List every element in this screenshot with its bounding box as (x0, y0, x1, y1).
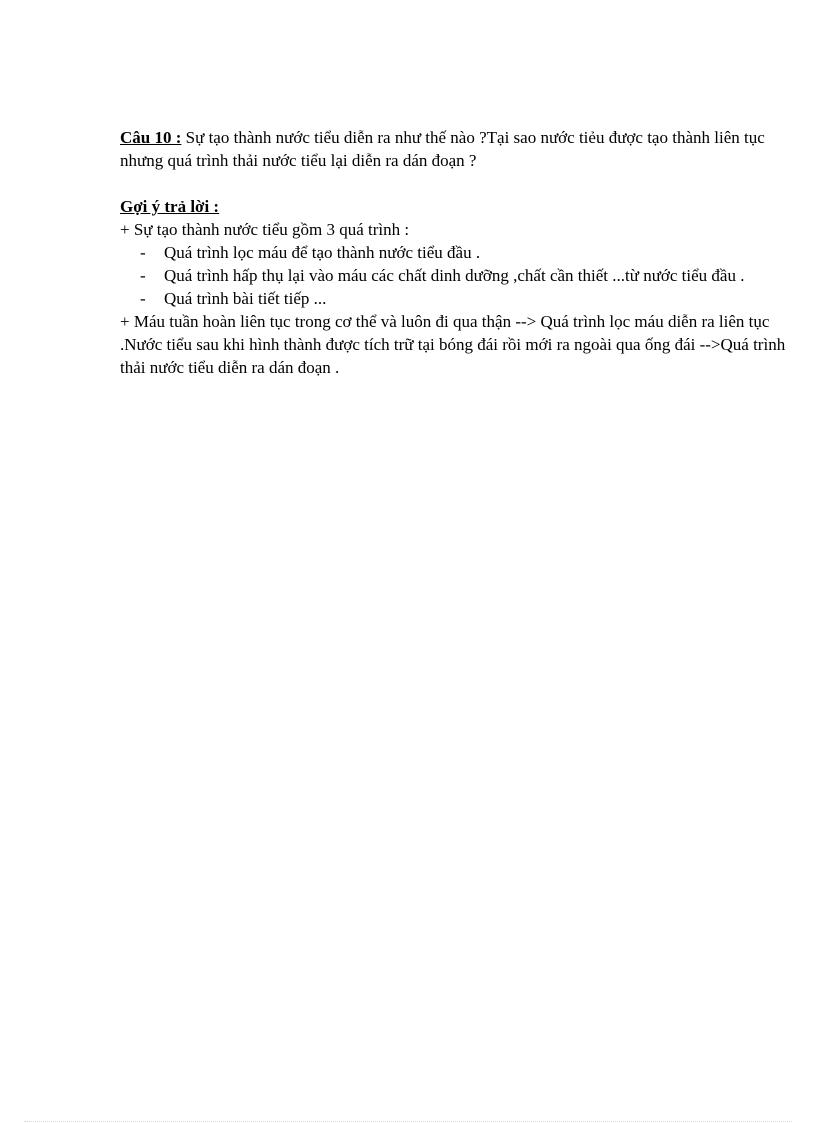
hint-heading: Gợi ý trả lời : (120, 197, 220, 216)
hint-intro: + Sự tạo thành nước tiểu gồm 3 quá trình : (120, 220, 410, 239)
page-bottom-divider (24, 1121, 792, 1122)
list-item (120, 287, 790, 310)
bullet-dash: - (140, 266, 146, 285)
hint-conclusion: + Máu tuần hoàn liên tục trong cơ thể và luôn đi qua thận --> Quá trình lọc máu diễn ra liên tục .Nước tiểu sau khi hình thành được tích trữ tại bóng đái rồi mới ra ngoài qua ống đái -->Quá trình thải nước tiểu diễn ra dán đoạn . (120, 312, 786, 377)
list-item (120, 264, 790, 287)
list-item-text: Quá trình bài tiết tiếp ... (164, 289, 327, 308)
bullet-dash: - (140, 243, 146, 262)
hint-heading-line (120, 195, 790, 218)
list-item-text: Quá trình hấp thụ lại vào máu các chất dinh dưỡng ,chất cần thiết ...từ nước tiểu đầu . (164, 266, 745, 285)
question-paragraph (120, 126, 790, 172)
list-item-text: Quá trình lọc máu để tạo thành nước tiểu đầu . (164, 243, 481, 262)
question-text: Sự tạo thành nước tiểu diễn ra như thế nào ?Tại sao nước tiẻu được tạo thành liên tục nhưng quá trình thải nước tiểu lại diễn ra dán đoạn ? (120, 128, 765, 170)
process-list (120, 241, 790, 310)
list-item (120, 241, 790, 264)
question-label: Câu 10 : (120, 128, 182, 147)
bullet-dash: - (140, 289, 146, 308)
document-content (120, 126, 790, 379)
